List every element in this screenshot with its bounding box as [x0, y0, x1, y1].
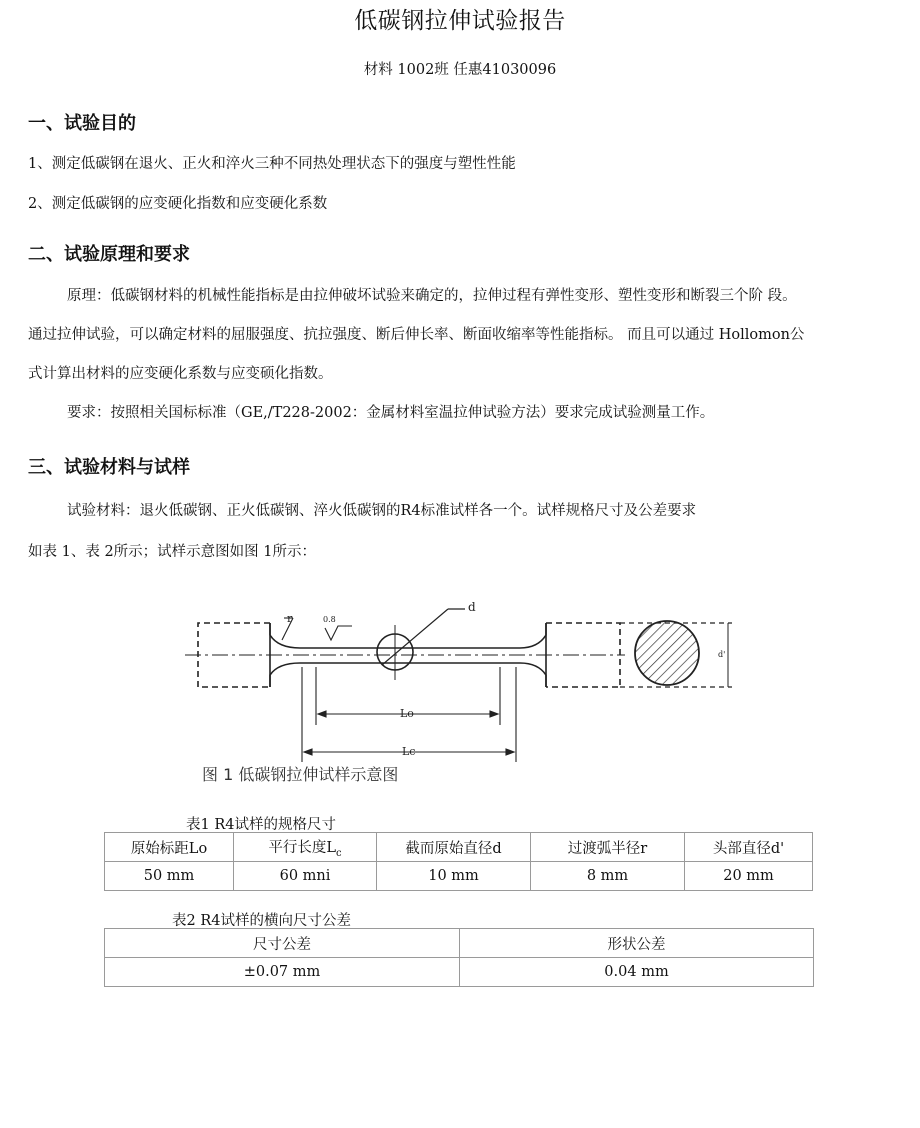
section-2-heading: 二、试验原理和要求	[28, 244, 190, 265]
header-text: 平行长度L	[268, 839, 337, 856]
label-r: r	[287, 612, 293, 625]
table-2-cell: ±0.07 mm	[105, 958, 460, 987]
section-2-para-2: 通过拉伸试验，可以确定材料的屈服强度、抗拉强度、断后伸长率、断面收缩率等性能指标。 而且可以通过 Hollomon公	[28, 327, 805, 343]
table-1-cell: 10 mm	[377, 862, 531, 891]
table-1-cell: 20 mm	[685, 862, 813, 891]
table-1-header-cell: 过渡弧半径r	[531, 833, 685, 862]
section-2-para-4: 要求：按照相关国标标准（GE,/T228-2002：金属材料室温拉伸试验方法）要求完成试验测量工作。	[67, 405, 715, 421]
table-2-header-cell: 形状公差	[460, 929, 814, 958]
figure-caption: 图 1 低碳钢拉伸试样示意图	[202, 765, 399, 784]
table-1-header-cell: 原始标距Lo	[105, 833, 234, 862]
table-1-caption: 表1 R4试样的规格尺寸	[186, 817, 336, 833]
section-3-para-1: 试验材料：退火低碳钢、正火低碳钢、淬火低碳钢的R4标准试样各一个。试样规格尺寸及公差要求	[67, 503, 697, 519]
leader-d	[382, 609, 448, 665]
section-1-para-1: 1、测定低碳钢在退火、正火和淬火三种不同热处理状态下的强度与塑性性能	[28, 156, 516, 172]
table-2-row	[105, 958, 814, 987]
roughness-symbol	[325, 626, 352, 640]
head-section-circle	[635, 621, 699, 685]
table-1-header-cell: 截而原始直径d	[377, 833, 531, 862]
section-1-heading: 一、试验目的	[28, 113, 136, 134]
table-1-row	[105, 862, 813, 891]
table-2-caption: 表2 R4试样的横向尺寸公差	[172, 913, 351, 929]
label-d-prime: d'	[718, 650, 726, 659]
table-1-header-row	[105, 833, 813, 862]
section-1-para-2: 2、测定低碳钢的应变硬化指数和应变硬化系数	[28, 196, 328, 212]
section-3-heading: 三、试验材料与试样	[28, 457, 190, 478]
section-3-para-2: 如表 1、表 2所示；试样示意图如图 1所示：	[28, 544, 317, 560]
table-2	[104, 928, 814, 987]
table-1-header-cell: 头部直径d'	[685, 833, 813, 862]
table-2-header-row	[105, 929, 814, 958]
section-2-para-3: 式计算出材料的应变硬化系数与应变硕化指数。	[28, 366, 333, 382]
header-subscript: c	[336, 847, 342, 859]
table-1	[104, 832, 813, 891]
label-d: d	[468, 600, 476, 614]
label-lc: Lc	[402, 745, 416, 758]
table-1-header-cell	[234, 833, 377, 862]
label-roughness: 0.8	[323, 615, 336, 624]
table-1-cell: 8 mm	[531, 862, 685, 891]
label-lo: Lo	[400, 707, 414, 720]
table-2-header-cell: 尺寸公差	[105, 929, 460, 958]
table-1-cell: 60 mni	[234, 862, 377, 891]
section-2-para-1: 原理：低碳钢材料的机械性能指标是由拉伸破坏试验来确定的，拉伸过程有弹性变形、塑性变形和断裂三个阶 段。	[67, 288, 797, 304]
table-1-cell: 50 mm	[105, 862, 234, 891]
author-line: 材料 1002班 任惠41030096	[363, 62, 557, 78]
page-title: 低碳钢拉伸试验报告	[354, 8, 566, 34]
table-2-cell: 0.04 mm	[460, 958, 814, 987]
